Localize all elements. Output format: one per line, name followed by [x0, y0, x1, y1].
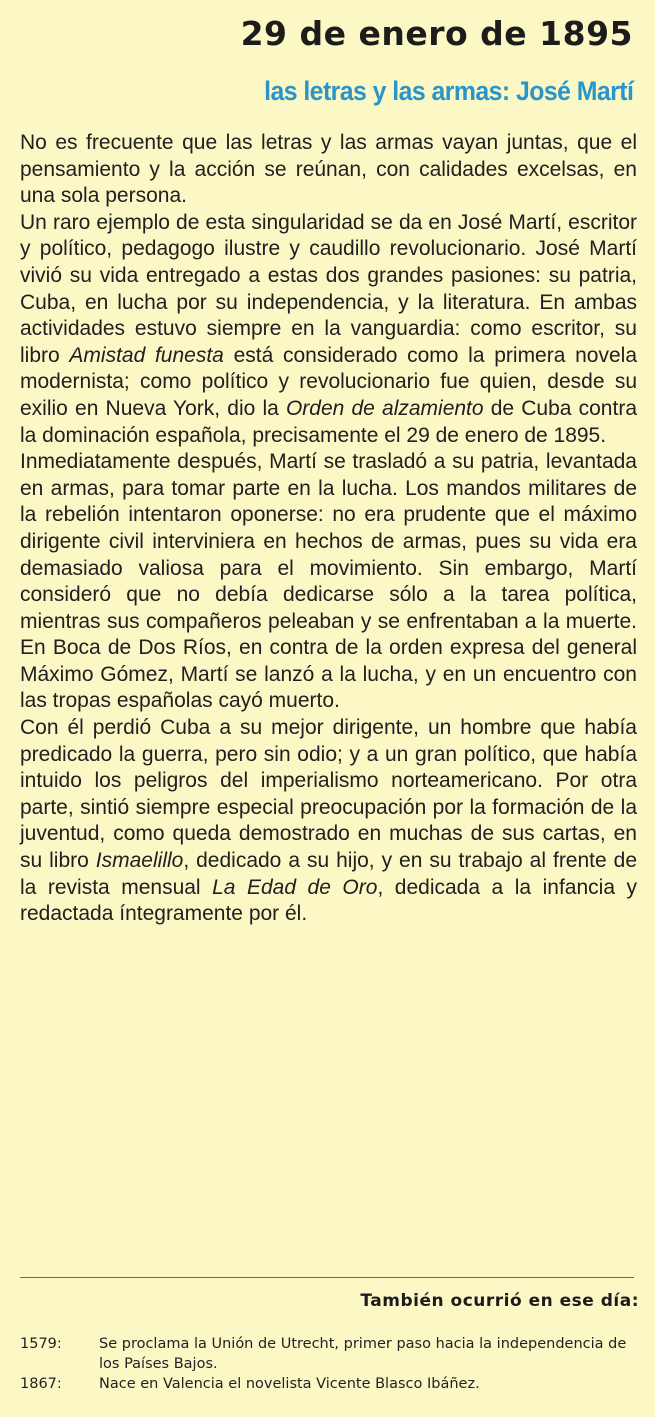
document-title-orden-de-alzamiento: Orden de alzamiento	[285, 396, 484, 420]
event-text: Se proclama la Unión de Utrecht, primer paso hacia la independencia de los Países Bajos.	[99, 1336, 627, 1372]
book-title-amistad-funesta: Amistad funesta	[69, 343, 224, 367]
events-list	[20, 1335, 640, 1396]
event-year: 1867:	[20, 1376, 62, 1392]
page-subtitle: las letras y las armas: José Martí	[263, 76, 633, 106]
paragraph-4-text-a: Con él perdió Cuba a su mejor dirigente, un hombre que había predicado la guerra, pero sin odio; y a un gran político, que había intuido los peligros del imperialismo norteamericano. Por otra parte, sintió siempre especial preocupación por la formación de la juventud, como queda demostrado en muchas de sus cartas, en su libro	[20, 716, 637, 873]
paragraph-4-text-b: , dedicado a su hijo, y en su trabajo al frente de la revista mensual	[20, 849, 638, 899]
paragraph-1: No es frecuente que las letras y las armas vayan juntas, que el pensamiento y la acción se reúnan, con calidades excelsas, en una sola persona.	[20, 131, 637, 208]
section-divider	[20, 1277, 634, 1278]
event-text: Nace en Valencia el novelista Vicente Blasco Ibáñez.	[99, 1376, 480, 1392]
event-year: 1579:	[20, 1336, 62, 1352]
also-happened-heading: También ocurrió en ese día:	[360, 1291, 639, 1311]
paragraph-2-text-b: está considerado como la primera novela modernista; como político y revolucionario fue quien, desde su exilio en Nueva York, dio la	[20, 343, 637, 420]
paragraph-2-text-a: Un raro ejemplo de esta singularidad se da en José Martí, escritor y político, pedagogo ilustre y caudillo revolucionario. José Martí vivió su vida entregado a estas dos grandes pasiones: su patria, Cuba, en lucha por su independencia, y la literatura. En ambas actividades estuvo siempre en la vanguardia: como escritor, su libro	[20, 210, 637, 367]
paragraph-2-text-c: de Cuba contra la dominación española, precisamente el 29 de enero de 1895.	[20, 396, 637, 447]
page-title: 29 de enero de 1895	[240, 14, 633, 53]
book-title-ismaelillo: Ismaelillo	[95, 849, 184, 873]
paragraph-4	[20, 715, 637, 928]
paragraph-3: Inmediatamente después, Martí se trasladó a su patria, levantada en armas, para tomar parte en la lucha. Los mandos militares de la rebelión intentaron oponerse: no era prudente que el máximo dirigente civil interviniera en hechos de armas, pues su vida era demasiado valiosa para el movimiento. Sin embargo, Martí consideró que no debía dedicarse sólo a la tarea política, mientras sus compañeros peleaban y se enfrentaban a la muerte. En Boca de Dos Ríos, en contra de la orden expresa del general Máximo Gómez, Martí se lanzó a la lucha, y en un encuentro con las tropas españolas cayó muerto.	[20, 450, 637, 713]
paragraph-4-text-c: , dedicada a la infancia y redactada íntegramente por él.	[20, 875, 638, 926]
paragraph-2	[20, 210, 637, 449]
magazine-title-la-edad-de-oro: La Edad de Oro	[212, 875, 378, 899]
article-body	[20, 130, 637, 928]
event-item	[20, 1335, 640, 1374]
event-item	[20, 1375, 640, 1395]
